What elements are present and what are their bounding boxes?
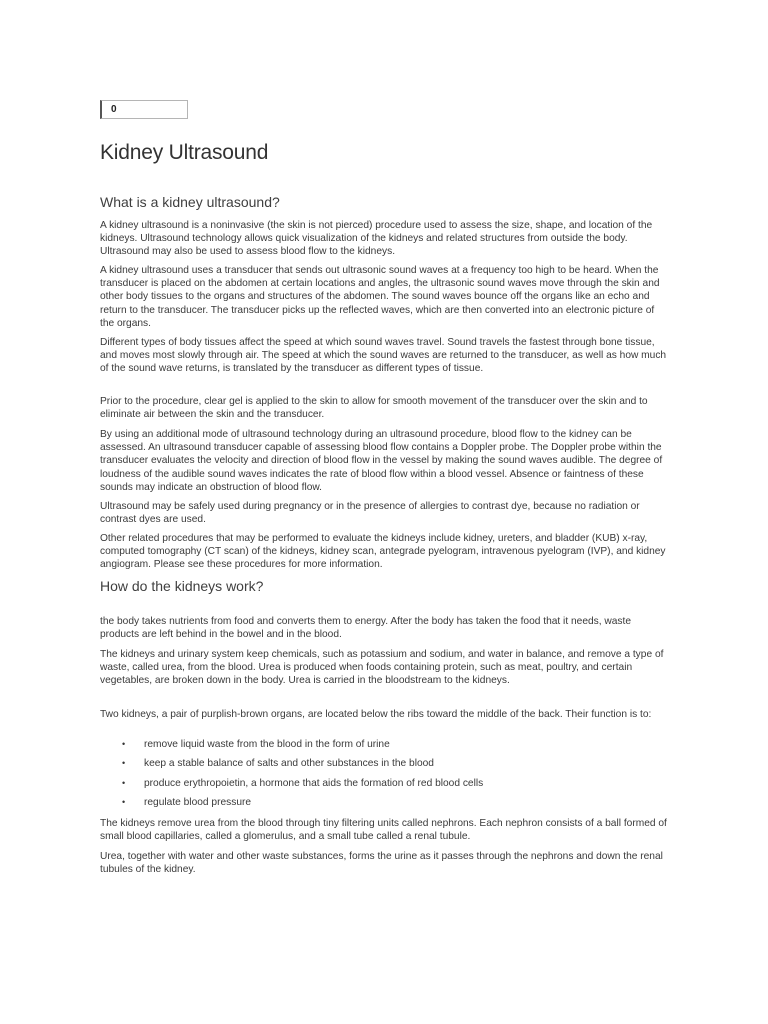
- section-heading-what-is: What is a kidney ultrasound?: [100, 194, 280, 210]
- page-number: 0: [111, 104, 117, 115]
- kidney-function-list: [100, 738, 668, 815]
- paragraph-urinary-system: The kidneys and urinary system keep chemicals, such as potassium and sodium, and water in balance, and remove a type of waste, called urea, from the blood. Urea is produced when foods containing protein, such as meat, poultry, and certain vegetables, are broken down in the body. Urea is carried in the bloodstream to the kidneys.: [100, 649, 664, 687]
- bullet-icon: •: [122, 739, 126, 749]
- paragraph-two-kidneys: Two kidneys, a pair of purplish-brown organs, are located below the ribs toward the middle of the back. Their function is to:: [100, 709, 652, 720]
- list-item-text: regulate blood pressure: [144, 796, 252, 808]
- paragraph-transducer: A kidney ultrasound uses a transducer that sends out ultrasonic sound waves at a frequency too high to be heard. When the transducer is placed on the abdomen at certain locations and angles, the ultrasonic sound waves move through the skin and other body tissues to the organs and structures of the abdomen. The sound waves bounce off the organs like an echo and return to the transducer. The transducer picks up the reflected waves, which are then converted into an electronic picture of the organs.: [100, 265, 660, 329]
- list-item: [100, 757, 668, 776]
- list-item-text: remove liquid waste from the blood in the form of urine: [144, 739, 390, 750]
- page-number-box[interactable]: [100, 100, 188, 119]
- paragraph-nephrons: The kidneys remove urea from the blood through tiny filtering units called nephrons. Each nephron consists of a ball formed of small blood capillaries, called a glomerulus, and a small tube called a renal tubule.: [100, 818, 667, 843]
- list-item: [100, 777, 668, 796]
- document-title: Kidney Ultrasound: [100, 141, 269, 164]
- list-item: [100, 796, 668, 815]
- paragraph-gel: Prior to the procedure, clear gel is applied to the skin to allow for smooth movement of the transducer over the skin and to eliminate air between the skin and the transducer.: [100, 396, 648, 421]
- list-item: [100, 738, 668, 757]
- paragraph-related-procedures: Other related procedures that may be performed to evaluate the kidneys include kidney, ureters, and bladder (KUB) x-ray, computed tomography (CT scan) of the kidneys, kidney scan, antegrade pyelogram, intravenous pyelogram (IVP), and kidney angiogram. Please see these procedures for more information.: [100, 533, 666, 571]
- bullet-icon: •: [122, 796, 126, 807]
- paragraph-urea-urine: Urea, together with water and other waste substances, forms the urine as it passes through the nephrons and down the renal tubules of the kidney.: [100, 851, 663, 876]
- paragraph-nutrients: the body takes nutrients from food and converts them to energy. After the body has taken the food that it needs, waste products are left behind in the bowel and in the blood.: [100, 616, 632, 641]
- paragraph-doppler: By using an additional mode of ultrasound technology during an ultrasound procedure, blood flow to the kidney can be assessed. An ultrasound transducer capable of assessing blood flow contains a Doppler probe. The Doppler probe within the transducer evaluates the velocity and direction of blood flow in the vessel by making the sound waves audible. The degree of loudness of the audible sound waves indicates the rate of blood flow within a blood vessel. Absence or faintness of these sounds may indicate an obstruction of blood flow.: [100, 429, 663, 493]
- paragraph-intro: A kidney ultrasound is a noninvasive (the skin is not pierced) procedure used to assess the size, shape, and location of the kidneys. Ultrasound technology allows quick visualization of the kidneys and related structures from outside the body. Ultrasound may also be used to assess blood flow to the kidneys.: [100, 220, 653, 258]
- bullet-icon: •: [122, 777, 126, 788]
- list-item-text: produce erythropoietin, a hormone that aids the formation of red blood cells: [144, 777, 484, 789]
- paragraph-tissue-types: Different types of body tissues affect the speed at which sound waves travel. Sound travels the fastest through bone tissue, and moves most slowly through air. The speed at which the sound waves are returned to the transducer, as well as how much of the sound wave returns, is translated by the transducer as different types of tissue.: [100, 337, 667, 375]
- list-item-text: keep a stable balance of salts and other substances in the blood: [144, 758, 434, 770]
- paragraph-pregnancy: Ultrasound may be safely used during pregnancy or in the presence of allergies to contrast dye, because no radiation or contrast dyes are used.: [100, 501, 640, 526]
- bullet-icon: •: [122, 758, 126, 769]
- section-heading-how-kidneys-work: How do the kidneys work?: [100, 578, 264, 594]
